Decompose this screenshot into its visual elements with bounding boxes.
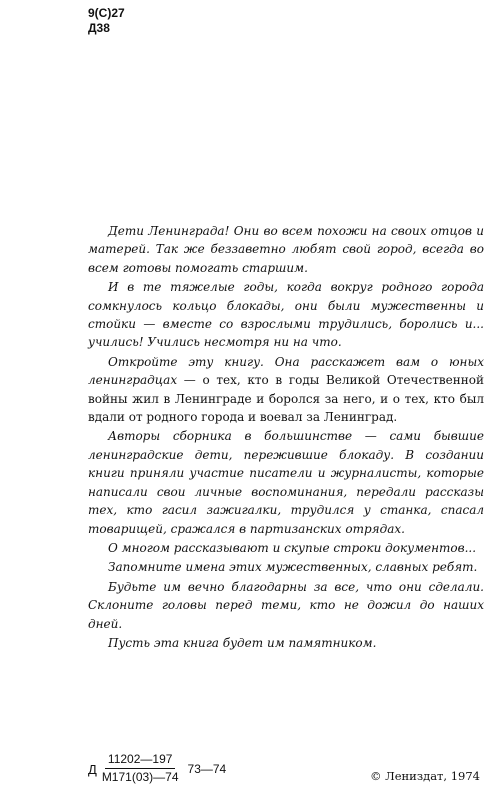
index-denominator: М171(03)—74 — [101, 770, 179, 784]
classification-codes — [88, 6, 125, 36]
bbk-index: 9(С)27 — [88, 6, 125, 20]
index-suffix: 73—74 — [187, 762, 227, 776]
author-mark: Д38 — [88, 21, 110, 35]
paragraph-4: Авторы сборника в большинстве — сами бывшие ленинградские дети, пережившие блокаду. В создании книги приняли участие писатели и журналисты, которые написали свои личные воспоминания, передали рассказы тех, кто гасил зажигалки, трудился у станка, спасал товарищей, сражался в партизанских отрядах. — [88, 429, 484, 536]
paragraph-3-roman: о тех, кто в годы Великой Отечественной войны жил в Ленинграде и боролся за него, и о тех, кто был вдали от родного города и воевал за Ленинград. — [88, 373, 484, 425]
paragraph-8: Пусть эта книга будет им памятником. — [108, 635, 377, 650]
copyright-notice: © Лениздат, 1974 — [369, 769, 480, 783]
paragraph-1: Дети Ленинграда! Они во всем похожи на своих отцов и матерей. Так же беззаветно любят свой город, всегда во всем готовы помогать старшим. — [88, 224, 484, 275]
paragraph-6: Запомните имена этих мужественных, славных ребят. — [108, 560, 478, 575]
annotation-text — [88, 222, 484, 652]
index-prefix: Д — [88, 762, 97, 777]
publishing-index — [88, 752, 226, 785]
paragraph-5: О многом рассказывают и скупые строки документов... — [108, 540, 477, 555]
paragraph-3 — [88, 353, 484, 427]
paragraph-2: И в те тяжелые годы, когда вокруг родного города сомкнулось кольцо блокады, они были мужественны и стойки — вместе со взрослыми трудились, боролись и... учились! Учились несмотря ни на что. — [88, 280, 484, 350]
paragraph-7: Будьте им вечно благодарны за все, что они сделали. Склоните головы перед теми, кто не дожил до наших дней. — [88, 579, 484, 631]
paragraph-3-italic: Откройте эту книгу. Она расскажет вам о юных ленинградцах — — [88, 354, 484, 388]
index-numerator: 11202—197 — [105, 752, 176, 769]
index-fraction — [99, 752, 182, 785]
